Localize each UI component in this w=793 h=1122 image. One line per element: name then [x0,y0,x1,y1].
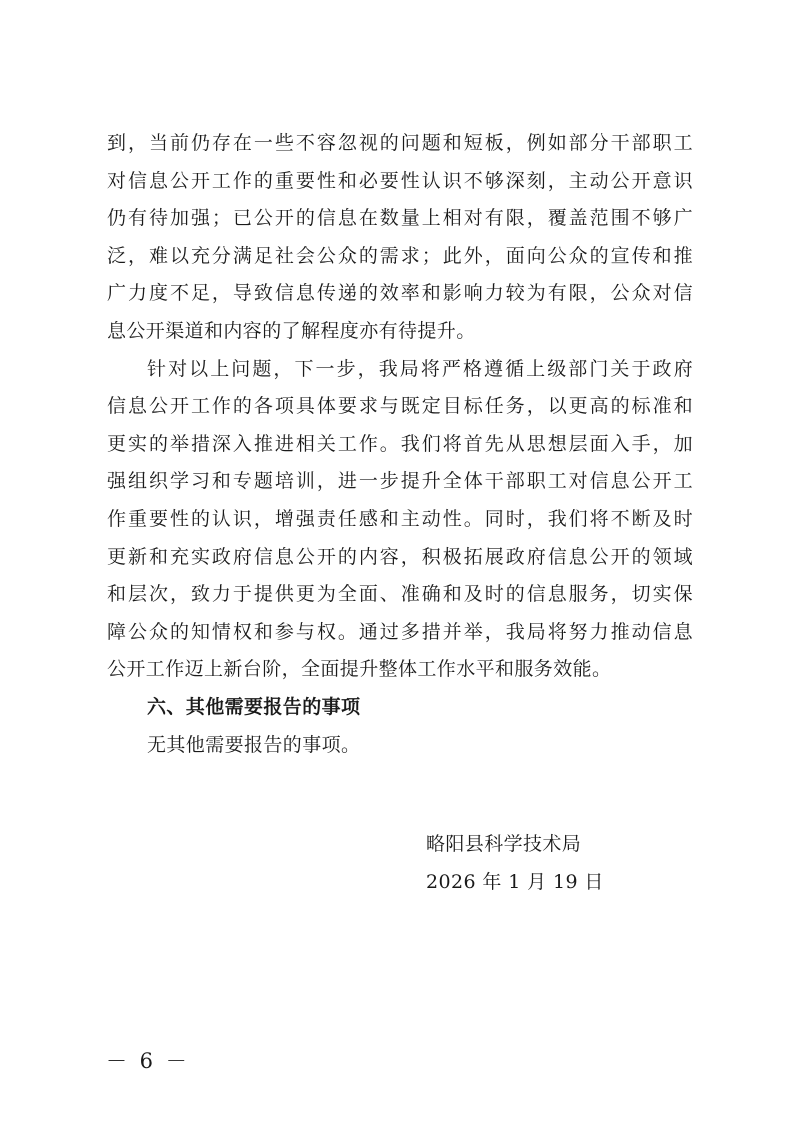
text-line: 泛，难以充分满足社会公众的需求；此外，面向公众的宣传和推 [107,244,693,267]
page-number: － 6 － [106,1049,190,1073]
section-other-matters [107,689,693,764]
text-line: 到，当前仍存在一些不容忽视的问题和短板，例如部分干部职工 [107,132,693,154]
text-line: 作重要性的认识，增强责任感和主动性。同时，我们将不断及时 [107,507,693,530]
signature-date: 2026 年 1 月 19 日 [426,871,604,893]
text-line: 公开工作迈上新台阶，全面提升整体工作水平和服务效能。 [107,658,612,681]
text-line: 对信息公开工作的重要性和必要性认识不够深刻，主动公开意识 [107,169,693,192]
text-line: 障公众的知情权和参与权。通过多措并举，我局将努力推动信息 [107,620,693,643]
signature-organization: 略阳县科学技术局 [426,833,582,855]
document-body [107,125,693,764]
text-line: 强组织学习和专题培训，进一步提升全体干部职工对信息公开工 [107,470,693,493]
section-heading: 六、其他需要报告的事项 [147,695,361,718]
text-line: 息公开渠道和内容的了解程度亦有待提升。 [107,319,476,342]
text-line: 和层次，致力于提供更为全面、准确和及时的信息服务，切实保 [107,583,693,606]
paragraph-next-steps [107,351,693,689]
text-line: 更实的举措深入推进相关工作。我们将首先从思想层面入手，加 [107,432,693,455]
section-body: 无其他需要报告的事项。 [147,733,361,756]
text-line: 信息公开工作的各项具体要求与既定目标任务，以更高的标准和 [107,395,693,418]
paragraph-continuation [107,125,693,351]
text-line: 仍有待加强；已公开的信息在数量上相对有限，覆盖范围不够广 [107,207,693,230]
text-line: 广力度不足，导致信息传递的效率和影响力较为有限，公众对信 [107,282,693,305]
text-line: 更新和充实政府信息公开的内容，积极拓展政府信息公开的领域 [107,545,693,568]
signature-block [426,825,604,901]
text-line: 针对以上问题，下一步，我局将严格遵循上级部门关于政府 [147,357,693,380]
